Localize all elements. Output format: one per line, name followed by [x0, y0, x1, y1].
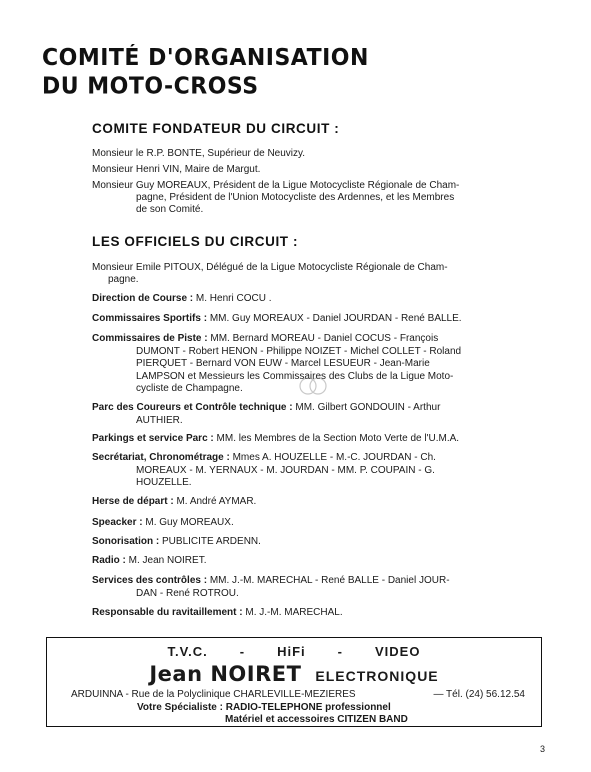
entry-direction-course — [92, 293, 547, 306]
entry-label: Radio : — [92, 555, 126, 566]
ad-telephone: — Tél. (24) 56.12.54 — [433, 689, 525, 700]
entry-continuation: LAMPSON et Messieurs les Commissaires des Clubs de la Ligue Moto- — [136, 370, 454, 382]
entry-text: MM. les Membres de la Section Moto Verte de l'U.M.A. — [213, 433, 460, 444]
ad-company-name: Jean NOIRET — [149, 662, 302, 686]
watermark-stamp-icon — [298, 371, 328, 401]
entry-text: M. André AYMAR. — [173, 496, 257, 507]
entry-speacker — [92, 517, 547, 530]
ad-separator: - — [239, 644, 246, 659]
entry-sonorisation — [92, 536, 547, 549]
fondateur-heading: COMITE FONDATEUR DU CIRCUIT : — [92, 121, 340, 136]
entry-continuation: DAN - René ROTROU. — [136, 587, 239, 599]
entry-label: Direction de Course : — [92, 293, 194, 304]
ad-services-line — [47, 644, 541, 659]
entry-herse-depart — [92, 496, 547, 509]
entry-text: MM. J.-M. MARECHAL - René BALLE - Daniel JOUR- — [207, 575, 450, 586]
fondateur-line-1: Monsieur le R.P. BONTE, Supérieur de Neuvizy. — [92, 148, 306, 159]
ad-specialist: Votre Spécialiste : RADIO-TELEPHONE professionnel — [137, 702, 391, 713]
entry-parkings — [92, 433, 547, 446]
fondateur-line-3: Monsieur Guy MOREAUX, Président de la Ligue Motocycliste Régionale de Cham- — [92, 180, 460, 191]
entry-label: Parc des Coureurs et Contrôle technique : — [92, 402, 293, 413]
ad-electronique: ELECTRONIQUE — [315, 668, 439, 684]
ad-address-line — [71, 689, 525, 700]
entry-text: Mmes A. HOUZELLE - M.-C. JOURDAN - Ch. — [229, 452, 436, 463]
entry-label: Commissaires Sportifs : — [92, 313, 208, 324]
entry-text: MM. Guy MOREAUX - Daniel JOURDAN - René BALLE. — [207, 313, 462, 324]
entry-commissaires-sportifs — [92, 313, 547, 326]
entry-text: M. J.-M. MARECHAL. — [242, 607, 343, 618]
page-title — [42, 44, 369, 101]
ad-address: ARDUINNA - Rue de la Polyclinique CHARLEVILLE-MEZIERES — [71, 689, 356, 700]
entry-label: Parkings et service Parc : — [92, 433, 214, 444]
entry-parc-coureurs — [92, 402, 547, 427]
entry-label: Secrétariat, Chronométrage : — [92, 452, 230, 463]
officiels-heading: LES OFFICIELS DU CIRCUIT : — [92, 234, 299, 249]
entry-secretariat — [92, 452, 547, 490]
entry-text: MM. Gilbert GONDOUIN - Arthur — [292, 402, 441, 413]
page-number: 3 — [540, 744, 546, 754]
entry-text: M. Jean NOIRET. — [125, 555, 207, 566]
fondateur-line-5: de son Comité. — [136, 204, 204, 215]
entry-continuation: MOREAUX - M. YERNAUX - M. JOURDAN - MM. P. COUPAIN - G. — [136, 464, 435, 476]
ad-tvc: T.V.C. — [167, 644, 208, 659]
entry-radio — [92, 555, 547, 568]
entry-text: MM. Bernard MOREAU - Daniel COCUS - François — [207, 333, 439, 344]
entry-continuation: cycliste de Champagne. — [136, 383, 243, 394]
ad-hifi: HiFi — [277, 644, 306, 659]
entry-continuation: AUTHIER. — [136, 414, 183, 426]
title-line-2: DU MOTO-CROSS — [42, 73, 259, 100]
entry-text: PUBLICITE ARDENN. — [159, 536, 261, 547]
entry-continuation: HOUZELLE. — [136, 477, 192, 488]
entry-services-controles — [92, 575, 547, 600]
ad-separator: - — [337, 644, 343, 659]
entry-text: M. Guy MOREAUX. — [142, 517, 234, 528]
entry-label: Commissaires de Piste : — [92, 333, 208, 344]
fondateur-line-4: pagne, Président de l'Union Motocycliste des Ardennes, et les Membres — [136, 192, 455, 203]
ad-materiel: Matériel et accessoires CITIZEN BAND — [225, 714, 408, 725]
entry-label: Services des contrôles : — [92, 575, 208, 586]
entry-continuation: DUMONT - Robert HENON - Philippe NOIZET - Michel COLLET - Roland — [136, 345, 462, 357]
entry-label: Responsable du ravitaillement : — [92, 607, 243, 618]
entry-continuation: PIERQUET - Bernard VON EUW - Marcel LESUEUR - Jean-Marie — [136, 358, 430, 369]
officiels-intro-line-1: Monsieur Emile PITOUX, Délégué de la Ligue Motocycliste Régionale de Cham- — [92, 262, 448, 273]
entry-label: Herse de départ : — [92, 496, 174, 507]
advertisement-box — [46, 637, 542, 727]
title-line-1: COMITÉ D'ORGANISATION — [42, 45, 369, 72]
ad-video: VIDEO — [374, 644, 421, 659]
entry-text: M. Henri COCU . — [193, 293, 272, 304]
entry-label: Sonorisation : — [92, 536, 160, 547]
ad-brand-line — [47, 662, 541, 686]
officiels-intro-line-2: pagne. — [108, 274, 139, 285]
entry-ravitaillement — [92, 607, 547, 620]
entry-label: Speacker : — [92, 517, 143, 528]
fondateur-line-2: Monsieur Henri VIN, Maire de Margut. — [92, 164, 261, 175]
